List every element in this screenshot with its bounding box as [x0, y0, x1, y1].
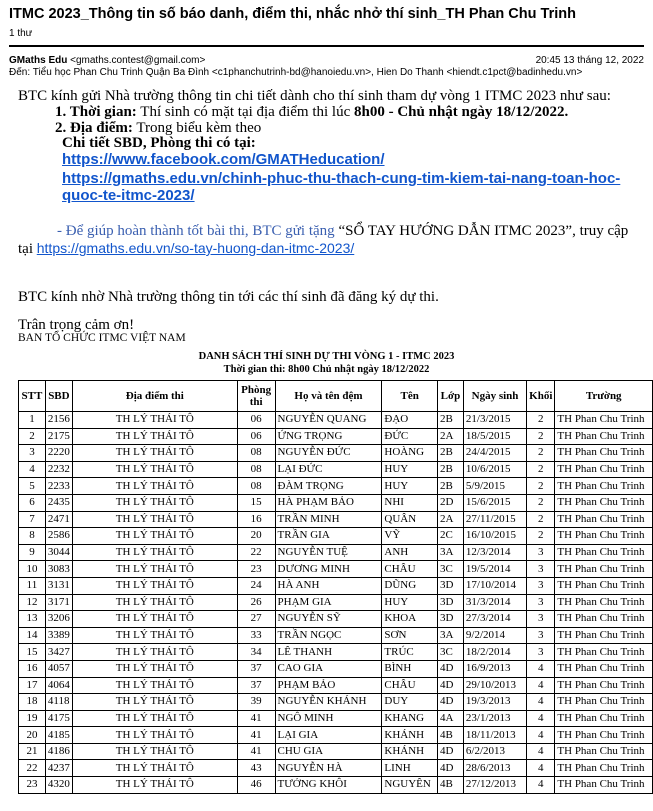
cell-grade: 3	[527, 627, 555, 644]
cell-name: KHÁNH	[382, 743, 438, 760]
gift-text-blue: - Để giúp hoàn thành tốt bài thi, BTC gửi tặng	[57, 223, 339, 239]
cell-school: TH Phan Chu Trinh	[555, 660, 653, 677]
cell-school: TH Phan Chu Trinh	[555, 694, 653, 711]
cell-room: 41	[237, 710, 275, 727]
cell-name: DŨNG	[382, 577, 438, 594]
cell-surname: HÀ ANH	[275, 577, 382, 594]
cell-school: TH Phan Chu Trinh	[555, 594, 653, 611]
cell-sbd: 2471	[45, 511, 72, 528]
header-sbd: SBD	[45, 381, 72, 412]
article-link-line1[interactable]: https://gmaths.edu.vn/chinh-phuc-thu-thach-cung-tim-kiem-tai-nang-toan-hoc-	[62, 170, 621, 187]
cell-name: SƠN	[382, 627, 438, 644]
cell-grade: 3	[527, 611, 555, 628]
cell-stt: 23	[19, 777, 46, 794]
cell-stt: 15	[19, 644, 46, 661]
cell-stt: 7	[19, 511, 46, 528]
cell-location: TH LÝ THÁI TÔ	[72, 611, 237, 628]
candidate-table	[18, 380, 653, 794]
cell-grade: 2	[527, 461, 555, 478]
cell-school: TH Phan Chu Trinh	[555, 528, 653, 545]
cell-stt: 18	[19, 694, 46, 711]
table-row	[19, 694, 653, 711]
cell-surname: TRẦN MINH	[275, 511, 382, 528]
cell-dob: 28/6/2013	[463, 760, 526, 777]
cell-stt: 12	[19, 594, 46, 611]
cell-sbd: 2232	[45, 461, 72, 478]
cell-dob: 27/11/2015	[463, 511, 526, 528]
cell-dob: 5/9/2015	[463, 478, 526, 495]
cell-sbd: 4057	[45, 660, 72, 677]
cell-school: TH Phan Chu Trinh	[555, 494, 653, 511]
cell-stt: 6	[19, 494, 46, 511]
cell-name: NGUYÊN	[382, 777, 438, 794]
email-subject: ITMC 2023_Thông tin số báo danh, điểm thi, nhắc nhở thí sinh_TH Phan Chu Trinh	[9, 6, 576, 22]
table-row	[19, 627, 653, 644]
table-row	[19, 478, 653, 495]
cell-surname: NGUYỄN HÀ	[275, 760, 382, 777]
cell-grade: 2	[527, 528, 555, 545]
cell-location: TH LÝ THÁI TÔ	[72, 544, 237, 561]
cell-dob: 19/5/2014	[463, 561, 526, 578]
header-name: Tên	[382, 381, 438, 412]
cell-class: 4B	[438, 777, 464, 794]
cell-surname: NGUYỄN QUANG	[275, 412, 382, 429]
cell-surname: DƯƠNG MINH	[275, 561, 382, 578]
cell-location: TH LÝ THÁI TÔ	[72, 445, 237, 462]
table-row	[19, 611, 653, 628]
cell-surname: CAO GIA	[275, 660, 382, 677]
cell-location: TH LÝ THÁI TÔ	[72, 777, 237, 794]
table-row	[19, 445, 653, 462]
cell-grade: 2	[527, 412, 555, 429]
location-label: 2. Địa điểm:	[55, 120, 133, 136]
cell-room: 37	[237, 660, 275, 677]
cell-class: 2C	[438, 528, 464, 545]
facebook-link[interactable]: https://www.facebook.com/GMATHeducation/	[62, 151, 385, 168]
cell-sbd: 3083	[45, 561, 72, 578]
header-location: Địa điểm thi	[72, 381, 237, 412]
cell-school: TH Phan Chu Trinh	[555, 760, 653, 777]
cell-class: 4D	[438, 694, 464, 711]
cell-location: TH LÝ THÁI TÔ	[72, 677, 237, 694]
cell-grade: 2	[527, 428, 555, 445]
cell-stt: 14	[19, 627, 46, 644]
message-count: 1 thư	[9, 28, 33, 39]
cell-class: 3C	[438, 561, 464, 578]
cell-surname: LẠI GIA	[275, 727, 382, 744]
cell-class: 2B	[438, 412, 464, 429]
cell-grade: 4	[527, 727, 555, 744]
cell-name: CHÂU	[382, 561, 438, 578]
cell-stt: 20	[19, 727, 46, 744]
cell-dob: 16/10/2015	[463, 528, 526, 545]
cell-name: ĐẠO	[382, 412, 438, 429]
cell-room: 26	[237, 594, 275, 611]
cell-school: TH Phan Chu Trinh	[555, 677, 653, 694]
cell-class: 2A	[438, 428, 464, 445]
reminder-text: BTC kính nhờ Nhà trường thông tin tới các thí sinh đã đăng ký dự thi.	[18, 289, 439, 305]
cell-name: ĐỨC	[382, 428, 438, 445]
time-text: Thí sinh có mặt tại địa điểm thi lúc	[136, 104, 354, 120]
cell-grade: 3	[527, 594, 555, 611]
cell-grade: 2	[527, 494, 555, 511]
cell-class: 4D	[438, 660, 464, 677]
cell-stt: 17	[19, 677, 46, 694]
header-stt: STT	[19, 381, 46, 412]
cell-name: LINH	[382, 760, 438, 777]
cell-location: TH LÝ THÁI TÔ	[72, 694, 237, 711]
cell-grade: 4	[527, 777, 555, 794]
header-school: Trường	[555, 381, 653, 412]
header-class: Lớp	[438, 381, 464, 412]
email-datetime: 20:45 13 tháng 12, 2022	[535, 55, 644, 66]
cell-grade: 4	[527, 677, 555, 694]
cell-location: TH LÝ THÁI TÔ	[72, 428, 237, 445]
cell-stt: 11	[19, 577, 46, 594]
cell-dob: 15/6/2015	[463, 494, 526, 511]
cell-stt: 16	[19, 660, 46, 677]
cell-room: 39	[237, 694, 275, 711]
table-row	[19, 528, 653, 545]
table-row	[19, 644, 653, 661]
cell-surname: PHẠM GIA	[275, 594, 382, 611]
cell-name: KHANG	[382, 710, 438, 727]
gift-link-line	[18, 240, 354, 258]
cell-name: DUY	[382, 694, 438, 711]
cell-stt: 13	[19, 611, 46, 628]
cell-grade: 4	[527, 660, 555, 677]
list-item-time	[55, 104, 568, 121]
cell-sbd: 4185	[45, 727, 72, 744]
cell-class: 3A	[438, 544, 464, 561]
cell-room: 37	[237, 677, 275, 694]
cell-room: 41	[237, 743, 275, 760]
cell-name: KHOA	[382, 611, 438, 628]
cell-class: 3D	[438, 594, 464, 611]
cell-surname: PHẠM BẢO	[275, 677, 382, 694]
cell-sbd: 2156	[45, 412, 72, 429]
gift-text-black: “SỔ TAY HƯỚNG DẪN ITMC 2023”, truy cập	[338, 223, 629, 239]
cell-sbd: 4320	[45, 777, 72, 794]
cell-surname: NGUYỄN KHÁNH	[275, 694, 382, 711]
cell-surname: CHU GIA	[275, 743, 382, 760]
cell-stt: 21	[19, 743, 46, 760]
cell-class: 4B	[438, 727, 464, 744]
cell-room: 20	[237, 528, 275, 545]
cell-school: TH Phan Chu Trinh	[555, 544, 653, 561]
cell-sbd: 2435	[45, 494, 72, 511]
cell-surname: NGUYỄN TUỆ	[275, 544, 382, 561]
cell-school: TH Phan Chu Trinh	[555, 727, 653, 744]
cell-room: 23	[237, 561, 275, 578]
cell-grade: 2	[527, 478, 555, 495]
cell-grade: 4	[527, 743, 555, 760]
cell-sbd: 3427	[45, 644, 72, 661]
table-row	[19, 777, 653, 794]
cell-sbd: 4186	[45, 743, 72, 760]
cell-stt: 22	[19, 760, 46, 777]
cell-dob: 9/2/2014	[463, 627, 526, 644]
cell-room: 08	[237, 461, 275, 478]
cell-location: TH LÝ THÁI TÔ	[72, 577, 237, 594]
cell-location: TH LÝ THÁI TÔ	[72, 511, 237, 528]
cell-dob: 18/11/2013	[463, 727, 526, 744]
cell-school: TH Phan Chu Trinh	[555, 511, 653, 528]
handbook-link[interactable]: https://gmaths.edu.vn/so-tay-huong-dan-itmc-2023/	[36, 240, 355, 256]
cell-class: 3C	[438, 644, 464, 661]
table-subtitle: Thời gian thi: 8h00 Chủ nhật ngày 18/12/2022	[223, 364, 430, 375]
cell-school: TH Phan Chu Trinh	[555, 577, 653, 594]
cell-class: 2A	[438, 511, 464, 528]
cell-school: TH Phan Chu Trinh	[555, 412, 653, 429]
cell-school: TH Phan Chu Trinh	[555, 461, 653, 478]
cell-name: HUY	[382, 461, 438, 478]
cell-name: TRÚC	[382, 644, 438, 661]
sender-email: <gmaths.contest@gmail.com>	[70, 55, 206, 66]
cell-room: 06	[237, 412, 275, 429]
cell-location: TH LÝ THÁI TÔ	[72, 727, 237, 744]
cell-sbd: 3171	[45, 594, 72, 611]
cell-stt: 19	[19, 710, 46, 727]
header-surname: Họ và tên đệm	[275, 381, 382, 412]
table-row	[19, 594, 653, 611]
cell-class: 4D	[438, 743, 464, 760]
cell-surname: TƯỞNG KHÔI	[275, 777, 382, 794]
cell-sbd: 4237	[45, 760, 72, 777]
cell-dob: 18/2/2014	[463, 644, 526, 661]
table-row	[19, 412, 653, 429]
cell-name: KHÁNH	[382, 727, 438, 744]
cell-dob: 24/4/2015	[463, 445, 526, 462]
cell-room: 27	[237, 611, 275, 628]
cell-dob: 10/6/2015	[463, 461, 526, 478]
cell-dob: 23/1/2013	[463, 710, 526, 727]
table-row	[19, 494, 653, 511]
cell-school: TH Phan Chu Trinh	[555, 777, 653, 794]
table-row	[19, 511, 653, 528]
cell-school: TH Phan Chu Trinh	[555, 644, 653, 661]
cell-surname: ỨNG TRỌNG	[275, 428, 382, 445]
cell-school: TH Phan Chu Trinh	[555, 478, 653, 495]
sender-line	[9, 55, 205, 66]
cell-grade: 4	[527, 710, 555, 727]
cell-class: 2B	[438, 445, 464, 462]
cell-surname: TRẦN GIA	[275, 528, 382, 545]
cell-surname: LÊ THANH	[275, 644, 382, 661]
cell-stt: 8	[19, 528, 46, 545]
cell-location: TH LÝ THÁI TÔ	[72, 528, 237, 545]
cell-room: 33	[237, 627, 275, 644]
header-grade: Khối	[527, 381, 555, 412]
cell-sbd: 3044	[45, 544, 72, 561]
cell-class: 3D	[438, 611, 464, 628]
cell-location: TH LÝ THÁI TÔ	[72, 594, 237, 611]
cell-class: 4D	[438, 677, 464, 694]
cell-school: TH Phan Chu Trinh	[555, 428, 653, 445]
cell-room: 16	[237, 511, 275, 528]
cell-school: TH Phan Chu Trinh	[555, 743, 653, 760]
header-dob: Ngày sinh	[463, 381, 526, 412]
table-row	[19, 710, 653, 727]
cell-sbd: 3206	[45, 611, 72, 628]
table-row	[19, 544, 653, 561]
cell-room: 41	[237, 727, 275, 744]
cell-location: TH LÝ THÁI TÔ	[72, 760, 237, 777]
cell-room: 34	[237, 644, 275, 661]
cell-dob: 19/3/2013	[463, 694, 526, 711]
table-row	[19, 760, 653, 777]
cell-class: 3D	[438, 577, 464, 594]
detail-heading: Chi tiết SBD, Phòng thi có tại:	[62, 135, 256, 151]
cell-school: TH Phan Chu Trinh	[555, 611, 653, 628]
cell-name: ANH	[382, 544, 438, 561]
gift-prefix: tại	[18, 241, 37, 257]
cell-grade: 3	[527, 644, 555, 661]
cell-sbd: 4175	[45, 710, 72, 727]
cell-stt: 2	[19, 428, 46, 445]
cell-sbd: 2586	[45, 528, 72, 545]
thanks-text: Trân trọng cảm ơn!	[18, 317, 135, 333]
cell-grade: 3	[527, 544, 555, 561]
cell-sbd: 2220	[45, 445, 72, 462]
cell-class: 2B	[438, 478, 464, 495]
cell-stt: 3	[19, 445, 46, 462]
cell-name: VỸ	[382, 528, 438, 545]
cell-class: 2B	[438, 461, 464, 478]
cell-room: 08	[237, 478, 275, 495]
table-header-row	[19, 381, 653, 412]
organizer-signature: BAN TỔ CHỨC ITMC VIỆT NAM	[18, 332, 186, 344]
article-link-line2[interactable]: quoc-te-itmc-2023/	[62, 187, 195, 204]
cell-school: TH Phan Chu Trinh	[555, 710, 653, 727]
cell-name: CHÂU	[382, 677, 438, 694]
cell-dob: 18/5/2015	[463, 428, 526, 445]
cell-location: TH LÝ THÁI TÔ	[72, 660, 237, 677]
cell-room: 46	[237, 777, 275, 794]
header-room: Phòng thi	[237, 381, 275, 412]
cell-sbd: 3389	[45, 627, 72, 644]
cell-stt: 5	[19, 478, 46, 495]
cell-class: 3A	[438, 627, 464, 644]
cell-dob: 27/12/2013	[463, 777, 526, 794]
cell-name: HOÀNG	[382, 445, 438, 462]
table-row	[19, 743, 653, 760]
cell-stt: 10	[19, 561, 46, 578]
cell-grade: 3	[527, 577, 555, 594]
cell-school: TH Phan Chu Trinh	[555, 561, 653, 578]
recipients-line: Đến: Tiểu học Phan Chu Trinh Quận Ba Đình <c1phanchutrinh-bd@hanoiedu.vn>, Hien Do Thanh <hiendt.c1pct@badinhedu.vn>	[9, 67, 583, 78]
cell-stt: 1	[19, 412, 46, 429]
cell-surname: NGUYỄN SỸ	[275, 611, 382, 628]
cell-surname: ĐÀM TRỌNG	[275, 478, 382, 495]
header-divider	[9, 45, 644, 47]
cell-stt: 9	[19, 544, 46, 561]
table-row	[19, 428, 653, 445]
cell-dob: 21/3/2015	[463, 412, 526, 429]
time-value: 8h00 - Chủ nhật ngày 18/12/2022.	[354, 104, 569, 120]
cell-grade: 2	[527, 445, 555, 462]
cell-location: TH LÝ THÁI TÔ	[72, 627, 237, 644]
cell-room: 15	[237, 494, 275, 511]
cell-grade: 4	[527, 694, 555, 711]
cell-name: QUÂN	[382, 511, 438, 528]
table-row	[19, 561, 653, 578]
cell-surname: NGUYỄN ĐỨC	[275, 445, 382, 462]
table-row	[19, 577, 653, 594]
cell-dob: 12/3/2014	[463, 544, 526, 561]
table-row	[19, 727, 653, 744]
cell-surname: NGÔ MINH	[275, 710, 382, 727]
cell-dob: 17/10/2014	[463, 577, 526, 594]
intro-text: BTC kính gửi Nhà trường thông tin chi tiết dành cho thí sinh tham dự vòng 1 ITMC 2023 như sau:	[18, 88, 611, 104]
cell-room: 06	[237, 428, 275, 445]
cell-dob: 29/10/2013	[463, 677, 526, 694]
table-row	[19, 677, 653, 694]
cell-location: TH LÝ THÁI TÔ	[72, 478, 237, 495]
cell-class: 4D	[438, 760, 464, 777]
cell-grade: 4	[527, 760, 555, 777]
cell-room: 43	[237, 760, 275, 777]
cell-class: 4A	[438, 710, 464, 727]
cell-sbd: 4118	[45, 694, 72, 711]
cell-dob: 27/3/2014	[463, 611, 526, 628]
cell-name: BÌNH	[382, 660, 438, 677]
table-row	[19, 461, 653, 478]
cell-surname: HÀ PHẠM BẢO	[275, 494, 382, 511]
location-text: Trong biểu kèm theo	[132, 120, 262, 136]
cell-sbd: 2233	[45, 478, 72, 495]
cell-dob: 16/9/2013	[463, 660, 526, 677]
cell-location: TH LÝ THÁI TÔ	[72, 743, 237, 760]
cell-location: TH LÝ THÁI TÔ	[72, 494, 237, 511]
gift-text	[57, 223, 628, 240]
cell-location: TH LÝ THÁI TÔ	[72, 412, 237, 429]
cell-sbd: 4064	[45, 677, 72, 694]
cell-sbd: 3131	[45, 577, 72, 594]
cell-name: HUY	[382, 478, 438, 495]
cell-location: TH LÝ THÁI TÔ	[72, 644, 237, 661]
cell-school: TH Phan Chu Trinh	[555, 627, 653, 644]
cell-location: TH LÝ THÁI TÔ	[72, 710, 237, 727]
cell-location: TH LÝ THÁI TÔ	[72, 461, 237, 478]
sender-name[interactable]: GMaths Edu	[9, 55, 68, 66]
cell-name: HUY	[382, 594, 438, 611]
cell-grade: 3	[527, 561, 555, 578]
cell-location: TH LÝ THÁI TÔ	[72, 561, 237, 578]
time-label: 1. Thời gian:	[55, 104, 137, 120]
cell-grade: 2	[527, 511, 555, 528]
cell-name: NHI	[382, 494, 438, 511]
cell-class: 2D	[438, 494, 464, 511]
table-row	[19, 660, 653, 677]
cell-surname: TRẦN NGỌC	[275, 627, 382, 644]
cell-school: TH Phan Chu Trinh	[555, 445, 653, 462]
cell-stt: 4	[19, 461, 46, 478]
cell-dob: 6/2/2013	[463, 743, 526, 760]
cell-surname: LẠI ĐỨC	[275, 461, 382, 478]
cell-sbd: 2175	[45, 428, 72, 445]
cell-dob: 31/3/2014	[463, 594, 526, 611]
cell-room: 24	[237, 577, 275, 594]
cell-room: 08	[237, 445, 275, 462]
table-title: DANH SÁCH THÍ SINH DỰ THI VÒNG 1 - ITMC 2023	[198, 351, 455, 362]
cell-room: 22	[237, 544, 275, 561]
